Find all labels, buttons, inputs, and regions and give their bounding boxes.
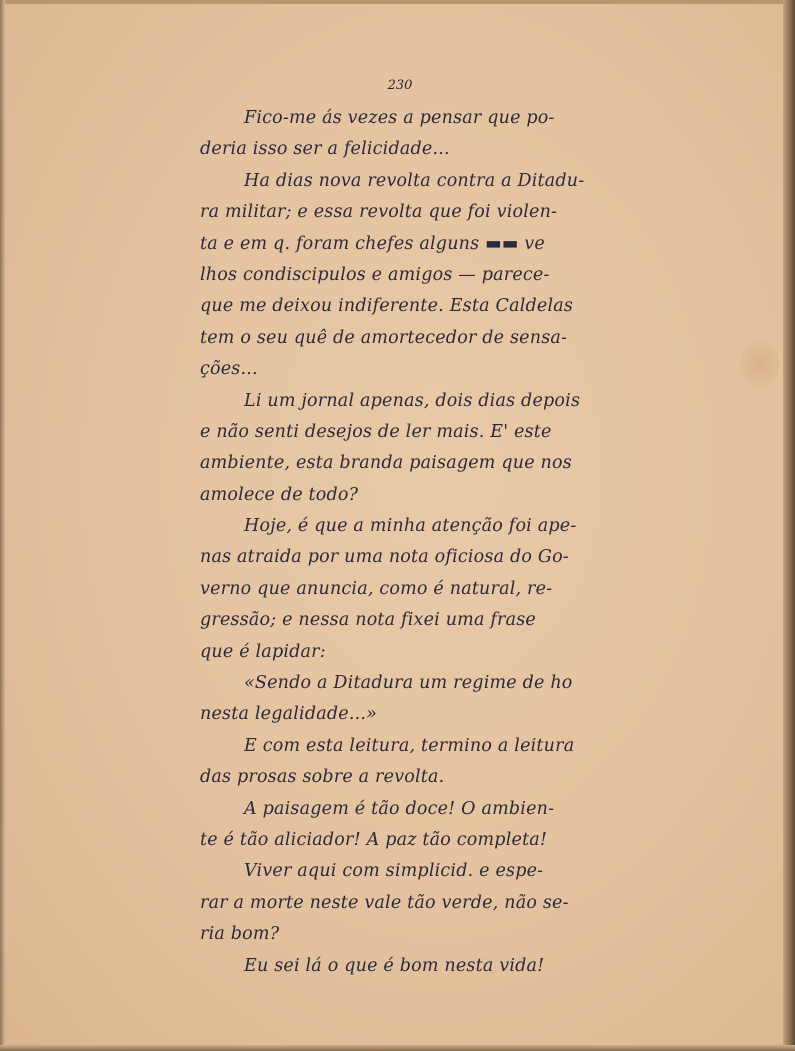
text-line: ra militar; e essa revolta que foi violen-	[200, 202, 558, 223]
text-line: E com esta leitura, termino a leitura	[244, 735, 575, 756]
text-line: deria isso ser a felicidade...	[200, 139, 450, 160]
text-line: ta e em q. foram chefes alguns ▬▬ ve	[200, 233, 545, 254]
text-line: ções...	[200, 359, 258, 380]
text-line: Fico-me ás vezes a pensar que po-	[244, 108, 555, 128]
text-line: gressão; e nessa nota fixei uma frase	[200, 610, 536, 631]
text-line: A paisagem é tão doce! O ambien-	[244, 798, 555, 819]
text-line: nas atraida por uma nota oficiosa do Go-	[200, 547, 569, 568]
text-line: te é tão aliciador! A paz tão completa!	[200, 829, 548, 850]
handwritten-text-block	[200, 103, 685, 982]
text-line: ambiente, esta branda paisagem que nos	[200, 453, 572, 474]
text-line: Hoje, é que a minha atenção foi ape-	[244, 516, 577, 537]
text-line: e não senti desejos de ler mais. E' este	[200, 421, 552, 442]
text-line: que me deixou indiferente. Esta Caldelas	[200, 296, 574, 317]
text-line: que é lapidar:	[200, 641, 326, 662]
text-line: Li um jornal apenas, dois dias depois	[244, 390, 581, 411]
text-line: Eu sei lá o que é bom nesta vida!	[244, 955, 545, 976]
text-line: Ha dias nova revolta contra a Ditadu-	[244, 170, 585, 191]
text-line: ria bom?	[200, 924, 280, 945]
page-number: 230	[387, 78, 413, 93]
text-line: verno que anuncia, como é natural, re-	[200, 578, 553, 599]
text-line: rar a morte neste vale tão verde, não se-	[200, 892, 569, 913]
page-top-edge	[0, 0, 795, 4]
text-line: lhos condiscipulos e amigos — parece-	[200, 264, 550, 285]
page-left-edge	[0, 0, 5, 1051]
page-bottom-edge	[0, 1045, 795, 1051]
text-line: Viver aqui com simplicid. e espe-	[244, 861, 544, 882]
text-line: amolece de todo?	[200, 484, 359, 505]
text-line: «Sendo a Ditadura um regime de ho	[244, 673, 573, 694]
paper-stain	[740, 340, 780, 390]
text-line: das prosas sobre a revolta.	[200, 767, 445, 788]
text-line: tem o seu quê de amortecedor de sensa-	[200, 327, 568, 348]
page-binding-edge	[783, 0, 795, 1051]
text-line: nesta legalidade...»	[200, 704, 378, 725]
